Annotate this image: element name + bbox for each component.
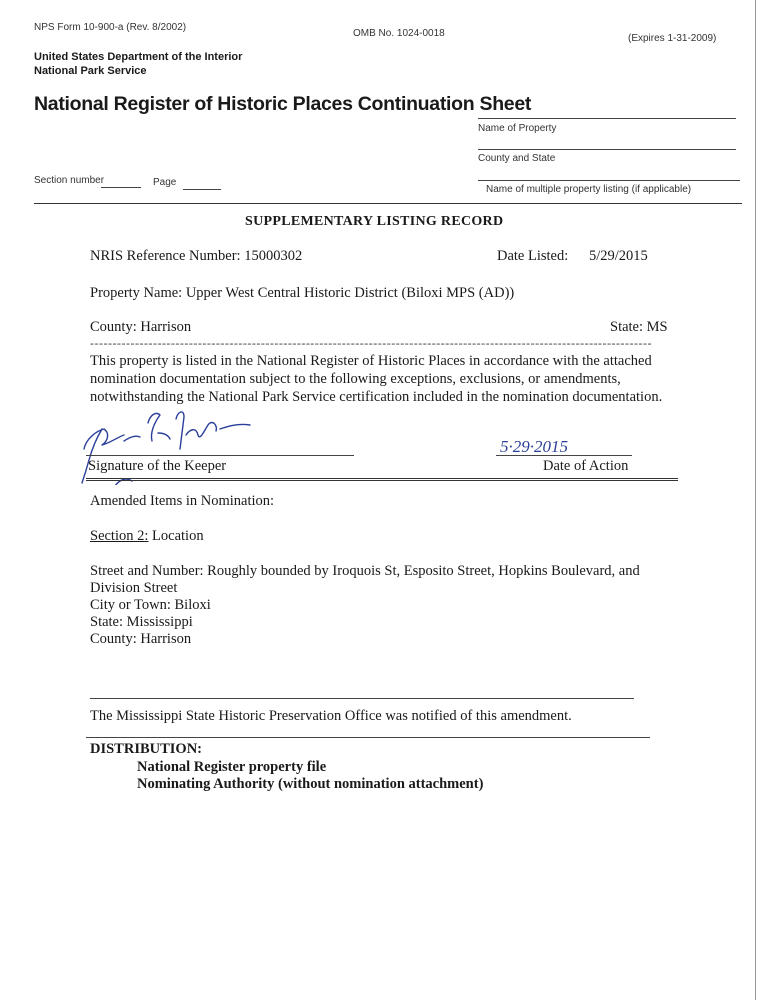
amended-heading: Amended Items in Nomination: — [90, 493, 275, 509]
page-label: Page — [153, 177, 177, 188]
section-line — [90, 527, 204, 545]
property-name: Property Name: Upper West Central Historic District (Biloxi MPS (AD)) — [90, 285, 515, 301]
department-name: United States Department of the Interior — [34, 51, 243, 63]
omb-number: OMB No. 1024-0018 — [353, 28, 445, 39]
section-number-label: Section number — [34, 175, 105, 186]
amended-state: State: Mississippi — [90, 614, 193, 630]
notification-line — [90, 698, 634, 699]
county: County: Harrison — [90, 319, 192, 335]
page-edge — [755, 0, 756, 1000]
amended-county: County: Harrison — [90, 631, 192, 647]
service-name: National Park Service — [34, 65, 147, 77]
record-heading: SUPPLEMENTARY LISTING RECORD — [245, 214, 504, 229]
signature-label: Signature of the Keeper — [88, 458, 227, 474]
street-line-2: Division Street — [90, 580, 178, 596]
expiration-date: (Expires 1-31-2009) — [628, 33, 717, 44]
form-number: NPS Form 10-900-a (Rev. 8/2002) — [34, 22, 187, 33]
distribution-item: Nominating Authority (without nomination attachment) — [137, 776, 484, 792]
statement-line-2: nomination documentation subject to the following exceptions, exclusions, or amendments, — [90, 371, 621, 387]
handwritten-date: 5·29·2015 — [500, 437, 568, 456]
notification-text: The Mississippi State Historic Preservation Office was notified of this amendment. — [90, 708, 572, 724]
street-line-1: Street and Number: Roughly bounded by Iroquois St, Esposito Street, Hopkins Boulevard, and — [90, 563, 640, 579]
county-state-line — [478, 149, 736, 150]
multiple-listing-line — [478, 180, 740, 181]
name-of-property-label: Name of Property — [478, 123, 557, 134]
distribution-item: National Register property file — [137, 759, 327, 775]
section-label: Section 2: — [90, 528, 149, 544]
nris-reference: NRIS Reference Number: 15000302 — [90, 248, 303, 264]
page-blank — [183, 189, 221, 190]
signature-line — [86, 455, 354, 456]
statement-line-3: notwithstanding the National Park Service certification included in the nomination documentation. — [90, 389, 663, 405]
date-listed-value: 5/29/2015 — [589, 248, 648, 264]
date-listed-label: Date Listed: — [497, 248, 569, 264]
header-divider — [34, 203, 742, 204]
date-of-action-line — [496, 455, 632, 456]
county-state-label: County and State — [478, 153, 556, 164]
statement-line-1: This property is listed in the National Register of Historic Places in accordance with the attached — [90, 353, 652, 369]
distribution-line — [86, 737, 650, 738]
city: City or Town: Biloxi — [90, 597, 211, 613]
state: State: MS — [610, 319, 668, 335]
distribution-heading: DISTRIBUTION: — [90, 741, 202, 757]
section-number-blank — [101, 187, 141, 188]
name-of-property-line — [478, 118, 736, 119]
multiple-listing-label: Name of multiple property listing (if applicable) — [486, 184, 692, 195]
dashed-divider: ----------------------------------------------------------------------------------------------------------------------------- — [90, 336, 653, 350]
double-divider — [86, 478, 678, 481]
section-title: Location — [148, 528, 204, 544]
form-title: National Register of Historic Places Continuation Sheet — [34, 93, 532, 115]
date-of-action-label: Date of Action — [543, 458, 629, 474]
